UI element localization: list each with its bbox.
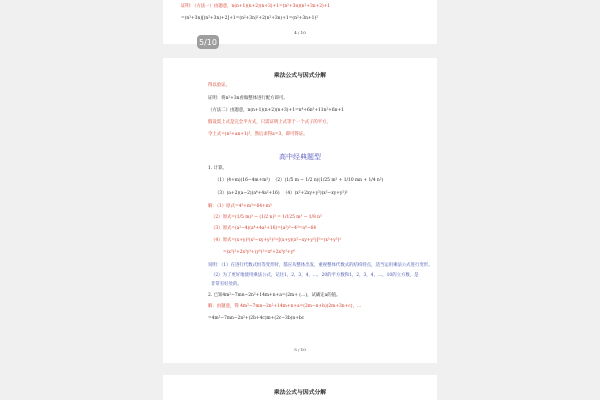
note-line: 非常有好处的。 (211, 282, 242, 287)
text-line: 令上式=(n²+an+1)²，然后求得a=3，即可得证。 (208, 132, 308, 137)
page-indicator-badge: 5/10 (197, 35, 219, 49)
question-line: 2. 已知4m²−7mn−2n²+14m+n+a=(2m+ (…)，试确定a的值。 (208, 293, 341, 298)
question-item: （4）(x²+2xy+y²)(x²−xy+y²)² (283, 191, 348, 196)
page-number: 4 / 10 (294, 30, 306, 35)
text-line: 得以验证。 (208, 83, 230, 88)
page-number: 5 / 10 (294, 347, 306, 352)
solution-line: （3）原式=(a²−4)(a⁴+4a²+16)=(a²)³−4³=a⁶−64 (211, 226, 317, 231)
solution-line: =(x³)²+2x³y³+(y³)²=x⁶+2x³y³+y⁶ (223, 250, 295, 255)
document-page (163, 58, 437, 363)
proof-line: =(n²+3n)[(n²+3n)+2]+1=(n²+3n)²+2(n²+3n)+1=(n²+3n+1)² (181, 16, 318, 21)
question-item: （3）(a+2)(a−2)(a⁴+4a²+16) (215, 191, 280, 196)
solution-line: （4）原式=(x+y)²(x²−xy+y²)²=[(x+y)(x²−xy+y²)]²=(x³+y³)² (211, 238, 341, 243)
page-title: 乘法公式与因式分解 (273, 390, 327, 396)
proof-line: 证明：（方法一）由题意，n(n+1)(n+2)(n+3)+1=(n²+3n)(n²+3n+2)+1 (181, 4, 331, 9)
text-line: 假设需上式是完全平方式，只需证明上式等于一个式子的平方， (208, 120, 331, 125)
text-line: 证明：将n²+3n看做整体进行配方即可。 (208, 96, 288, 101)
note-line: 说明：（1）在进行代数式恒等变形时，都应从整体出发，重视整体代数式的结构特点，适当运用乘法公式进行变形。 (208, 263, 433, 268)
question-item: （2）(1/5 m − 1/2 n)(1/25 m² + 1/10 mn + 1/4 n²) (273, 178, 384, 183)
solution-line: （2）原式=(1/5 m)³ − (1/2 n)³ = 1/125 m³ − 1/8 n³ (211, 215, 322, 220)
question-item: （1）(4+m)(16−4m+m²) (215, 178, 270, 183)
text-line: （方法二）由题意，n(n+1)(n+2)(n+3)+1=n⁴+6n³+11n²+6n+1 (208, 108, 344, 113)
solution-line: 解：由题意，得 4m²−7mn−2n²+14m+n+a=(2m−n+b)(2m+3n+c)，… (208, 304, 362, 309)
question-label: 1. 计算。 (208, 166, 227, 171)
section-title: 高中经典题型 (279, 153, 321, 161)
solution-line: 解：（1）原式=4³+m³=64+m³ (208, 204, 272, 209)
solution-line: =4m²−7mn−2n²+(2b+4c)m+(2c−3b)n+bc (208, 316, 305, 321)
note-line: （2）为了更好地使用乘法公式，记住1，2，3，4，…，20的平方数和1，2，3，4，…，10的立方数，是 (211, 273, 419, 278)
page-title: 乘法公式与因式分解 (273, 73, 327, 79)
document-page (163, 375, 437, 400)
